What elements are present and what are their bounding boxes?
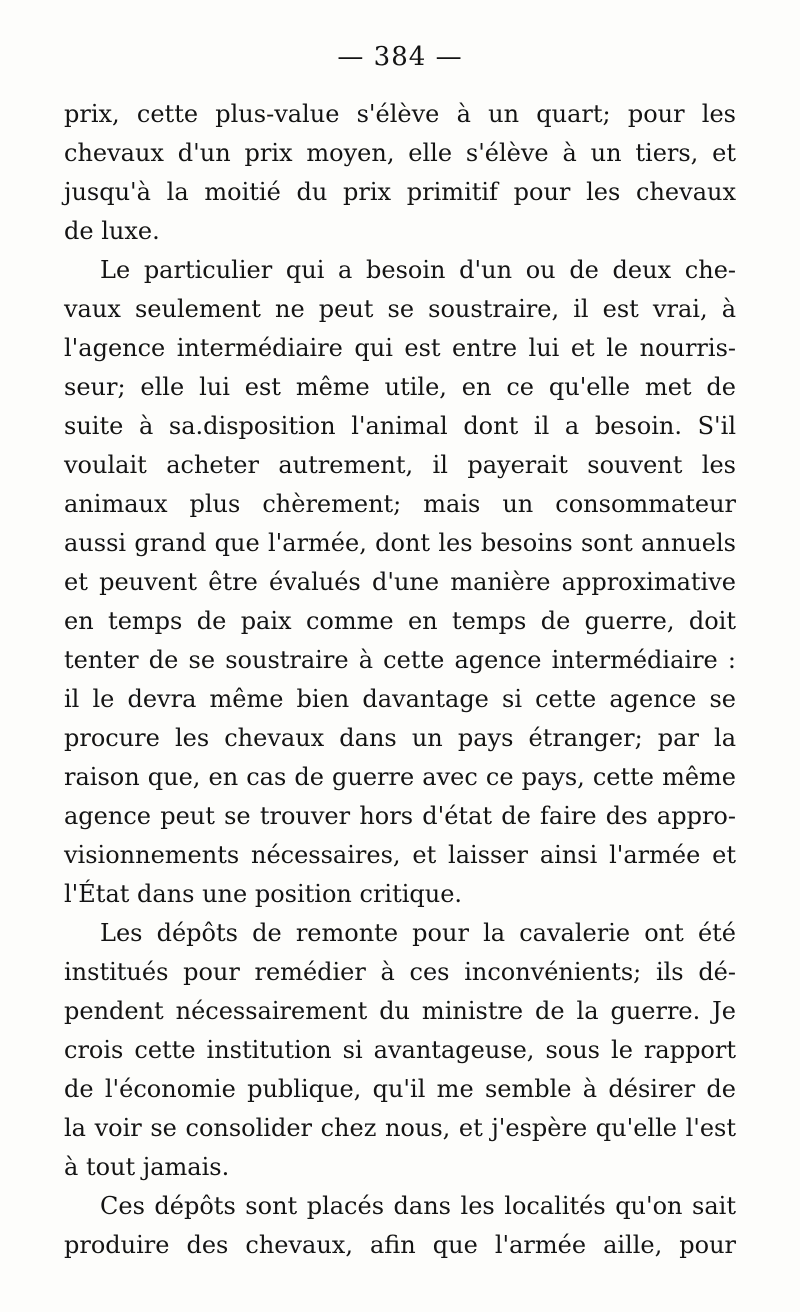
text-line: jusqu'à la moitié du prix primitif pour les chevaux (64, 178, 736, 206)
text-line: agence peut se trouver hors d'état de faire des appro- (64, 802, 736, 830)
text-line: pendent nécessairement du ministre de la guerre. Je (64, 997, 736, 1025)
body-text (64, 95, 736, 1265)
text-line: Ces dépôts sont placés dans les localités qu'on sait (100, 1192, 736, 1220)
text-line: la voir se consolider chez nous, et j'espère qu'elle l'est (64, 1114, 736, 1142)
text-line: vaux seulement ne peut se soustraire, il est vrai, à (64, 295, 736, 323)
text-line: suite à sa.disposition l'animal dont il a besoin. S'il (64, 412, 736, 440)
text-line: visionnements nécessaires, et laisser ainsi l'armée et (64, 841, 736, 869)
text-line: l'agence intermédiaire qui est entre lui et le nourris- (64, 334, 736, 362)
text-line: et peuvent être évalués d'une manière approximative (64, 568, 736, 596)
text-line: procure les chevaux dans un pays étranger; par la (64, 724, 736, 752)
text-line: Le particulier qui a besoin d'un ou de deux che- (100, 256, 736, 284)
text-line: Les dépôts de remonte pour la cavalerie ont été (100, 919, 736, 947)
text-line: de luxe. (64, 217, 160, 245)
text-line: produire des chevaux, afin que l'armée aille, pour (64, 1231, 736, 1259)
text-line: il le devra même bien davantage si cette agence se (64, 685, 736, 713)
text-line: l'État dans une position critique. (64, 880, 463, 908)
text-line: raison que, en cas de guerre avec ce pays, cette même (64, 763, 736, 791)
text-line: seur; elle lui est même utile, en ce qu'elle met de (64, 373, 736, 401)
text-line: en temps de paix comme en temps de guerre, doit (64, 607, 736, 635)
text-line: aussi grand que l'armée, dont les besoins sont annuels (64, 529, 736, 557)
text-line: à tout jamais. (64, 1153, 230, 1181)
text-line: voulait acheter autrement, il payerait souvent les (64, 451, 736, 479)
text-line: chevaux d'un prix moyen, elle s'élève à un tiers, et (64, 139, 736, 167)
text-line: de l'économie publique, qu'il me semble à désirer de (64, 1075, 736, 1103)
text-line: prix, cette plus-value s'élève à un quart; pour les (64, 100, 736, 128)
text-line: crois cette institution si avantageuse, sous le rapport (64, 1036, 736, 1064)
text-line: tenter de se soustraire à cette agence intermédiaire : (64, 646, 736, 674)
text-line: institués pour remédier à ces inconvénients; ils dé- (64, 958, 736, 986)
page-number: — 384 — (337, 42, 463, 72)
text-line: animaux plus chèrement; mais un consommateur (64, 490, 736, 518)
